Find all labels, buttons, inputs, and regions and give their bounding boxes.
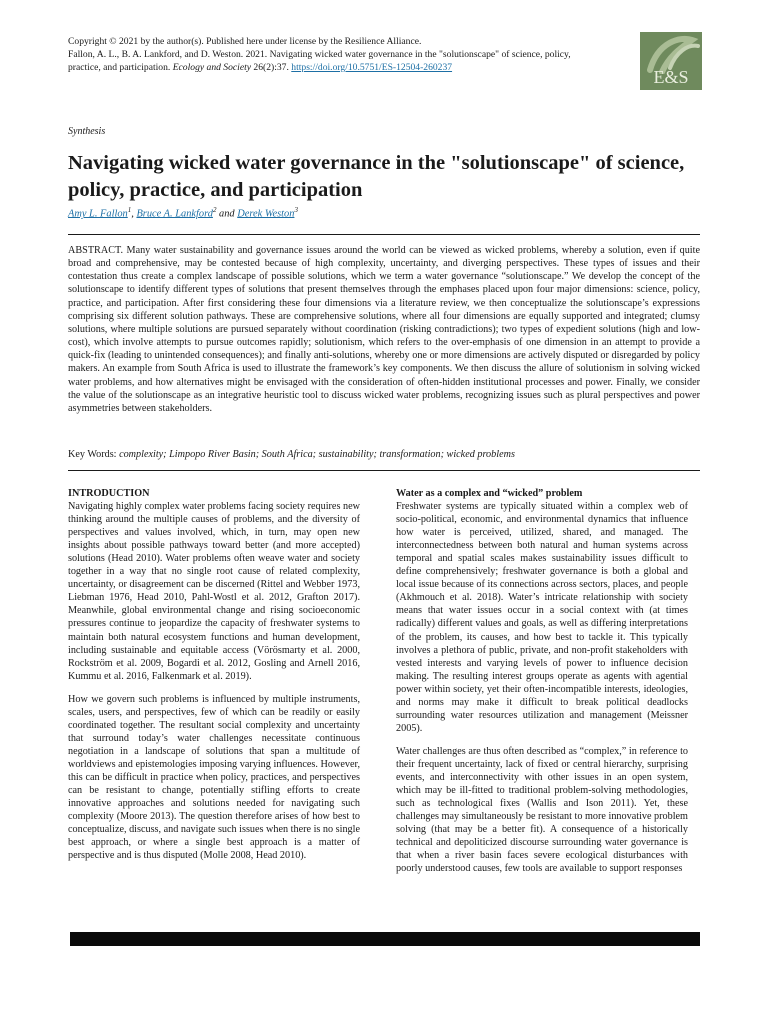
- citation-header: [68, 35, 628, 74]
- header-divider: [68, 234, 700, 235]
- citation-line-2: [68, 61, 628, 74]
- right-column: [396, 487, 688, 885]
- introduction-heading: INTRODUCTION: [68, 488, 150, 499]
- page-bottom-bar: [70, 932, 700, 946]
- author-link-weston[interactable]: Derek Weston: [237, 208, 295, 220]
- author-affiliation-3: 3: [294, 206, 298, 214]
- author-affiliation-1: 1: [127, 206, 132, 214]
- author-separator: ,: [131, 208, 137, 220]
- keywords: [68, 448, 700, 461]
- abstract-text: Many water sustainability and governance issues around the world can be viewed as wicked problems, whereby a solution, even if quite broad and comprehensive, may be contested because of high complexity, uncertainty, and diverging perspectives. These types of issues and their contestation thus create a complex landscape of possible solutions, which we term a water governance “solutionscape.” We develop the concept of the solutionscape to identify different types of solutions that present themselves through the emphases placed upon four major dimensions: science, policy, practice, and participation. After first considering these four dimensions via a literature review, we then conceptualize the solutionscape’s expressions comprising six different solution pathways. These are comprehensive solutions, where all four dimensions are equally supported and integrated; clumsy solutions, where multiple solutions are pursued separately without coordination (risking contradictions); two types of expedient solutions (high and low-cost), which involve attempts to pursue outcomes rapidly; solutionism, which refers to the over-emphasis of one dimension in an attempt to provide a quick-fix (leading to unintended consequences); and finally anti-solutions, whereby one or more dimensions are actively disputed or disregarded by policy makers. An example from South Africa is used to illustrate the framework’s key components. We then discuss the allure of solutionism in solving wicked water problems, and how alternatives might be envisaged with the consideration of often-hidden institutional processes and power. Finally, we consider the value of the solutionscape as an integrative heuristic tool to discuss wicked water problems, recognizing issues such as plural perspectives and power asymmetries between stakeholders.: [68, 245, 700, 414]
- article-title: Navigating wicked water governance in the "solutionscape" of science, policy, practice, and participation: [68, 152, 685, 201]
- intro-paragraph-1: Navigating highly complex water problems facing society requires new thinking around the multiple causes of problems, and the diversity of perspectives and values involved, which, in turn, may open new insights about possible pathways toward better (and more accepted) solutions (Head 2010). Water problems often weave water and society together in a way that no single root cause of related complexity, uncertainty, or disagreement can be discerned (Rittel and Webber 1973, Liebman 1976, Head 2010, Pahl-Wostl et al. 2012, Grafton 2017). Meanwhile, global environmental change and rising socioeconomic pressures continue to jeopardize the capacity of freshwater systems to maintain both natural ecosystem functions and human development, including sustainable and equitable access (Vörösmarty et al. 2000, Rockström et al. 2009, Bogardi et al. 2012, Gosling and Arnell 2016, Kummu et al. 2016, Falkenmark et al. 2019).: [68, 501, 360, 682]
- citation-line-1: Fallon, A. L., B. A. Lankford, and D. Weston. 2021. Navigating wicked water governance in the "solutionscape" of science, policy,: [68, 49, 571, 60]
- keywords-value: complexity; Limpopo River Basin; South Africa; sustainability; transformation; wicked problems: [119, 449, 515, 460]
- water-section-heading: Water as a complex and “wicked” problem: [396, 488, 583, 499]
- author-link-lankford[interactable]: Bruce A. Lankford: [136, 208, 213, 220]
- intro-paragraph-2: How we govern such problems is influenced by multiple instruments, scales, users, and perspectives, few of which can be readily or easily coordinated together. The resultant social complexity and uncertainty that surround today’s water challenges necessitate continuous negotiation in a landscape of solutions that span a multitude of worldviews and epistemologies imposing varying influences. However, this can be difficult in practice when policy, practices, and perspectives can be resistant to change, potentially stifling efforts to create innovative approaches and solutions needed for navigating such complexity (Moore 2013). The question therefore arises of how best to conceptualize, discuss, and navigate such issues when there is no single best approach, or where a single best approach is a matter of perspective and is thus disputed (Molle 2008, Head 2010).: [68, 693, 360, 862]
- volume-info: 26(2):37.: [251, 62, 292, 73]
- author-list: [68, 206, 298, 219]
- doi-link[interactable]: https://doi.org/10.5751/ES-12504-260237: [291, 62, 453, 73]
- left-column: [68, 487, 360, 872]
- article-type: Synthesis: [68, 126, 106, 137]
- journal-name: Ecology and Society: [172, 62, 252, 73]
- abstract-label: ABSTRACT.: [68, 245, 124, 256]
- abstract: [68, 244, 700, 415]
- citation-prefix: practice, and participation.: [68, 62, 173, 73]
- author-and: and: [216, 208, 238, 220]
- journal-logo: [640, 32, 702, 90]
- logo-text: E&S: [653, 67, 689, 87]
- copyright-line: Copyright © 2021 by the author(s). Published here under license by the Resilience Alliance.: [68, 36, 422, 47]
- author-affiliation-2: 2: [212, 206, 217, 214]
- water-paragraph-2: Water challenges are thus often described as “complex,” in reference to their frequent uncertainty, lack of fixed or central hierarchy, surprising events, and interconnectivity with other issues in an open system, which may be ill-fitted to traditional problem-solving methodologies, such as technological fixes (Wallis and Ison 2011). Yet, these challenges may simultaneously be resistant to more innovative problem solving (that may be a better fit). A consequence of a historically technical and depoliticized discourse surrounding water governance is that when a river basin faces severe ecological disturbances with poorly understood causes, few tools are available to support responses: [396, 745, 688, 875]
- water-paragraph-1: Freshwater systems are typically situated within a complex web of socio-political, economic, and environmental dynamics that influence how water is perceived, utilized, shared, and managed. The interconnectedness between both natural and human systems across temporal and spatial scales makes sustainability issues difficult to define comprehensively; freshwater governance is both a global and local issue because of its connections across sectors, places, and people (Akhmouch et al. 2018). Water’s intricate relationship with society means that water issues occur in a social context with (at times radically) different values and goals, as well as differing interpretations of the problem, its causes, and how best to tackle it. This typically involves a plethora of public, private, and non-profit stakeholders with vested interests and varying levels of power to influence decision making. The resulting interest groups operate as agents with agential power within society, yet their often-incompatible interests, ideologies, and norms may make it difficult to break political deadlocks surrounding water resources utilization and management (Meissner 2005).: [396, 501, 688, 734]
- abstract-divider: [68, 470, 700, 471]
- keywords-label: Key Words:: [68, 449, 120, 460]
- author-link-fallon[interactable]: Amy L. Fallon: [68, 208, 128, 220]
